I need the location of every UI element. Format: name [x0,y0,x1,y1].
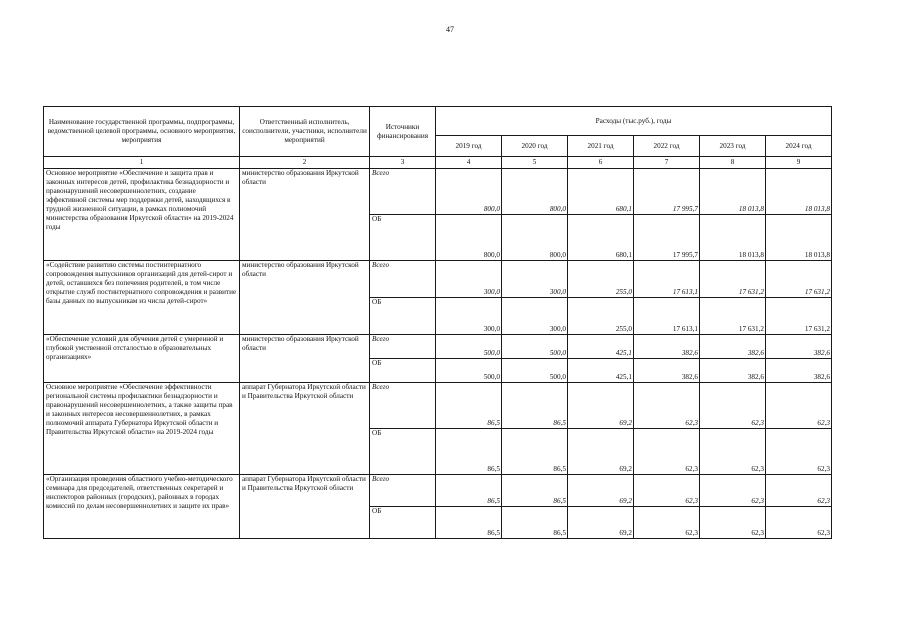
ob-value: 17 613,1 [634,298,700,335]
total-value: 62,3 [766,475,832,507]
budget-table [43,106,832,539]
source-ob-label: ОБ [370,429,436,475]
ob-value: 62,3 [700,507,766,539]
event-executor: аппарат Губернатора Иркутской области и Правительства Иркутской области [240,383,370,475]
header-year: 2024 год [766,136,832,157]
source-ob-label: ОБ [370,507,436,539]
ob-value: 62,3 [700,429,766,475]
table-row [44,169,832,215]
column-number: 5 [502,157,568,169]
header-year: 2020 год [502,136,568,157]
header-year: 2019 год [436,136,502,157]
total-value: 18 013,8 [766,169,832,215]
column-number: 9 [766,157,832,169]
ob-value: 425,1 [568,359,634,383]
total-value: 500,0 [436,335,502,359]
total-value: 800,0 [436,169,502,215]
ob-value: 500,0 [502,359,568,383]
ob-value: 17 631,2 [700,298,766,335]
ob-value: 62,3 [634,507,700,539]
ob-value: 500,0 [436,359,502,383]
total-value: 800,0 [502,169,568,215]
total-value: 62,3 [766,383,832,429]
total-value: 500,0 [502,335,568,359]
column-number: 8 [700,157,766,169]
source-ob-label: ОБ [370,298,436,335]
ob-value: 800,0 [502,215,568,261]
ob-value: 62,3 [766,429,832,475]
event-executor: министерство образования Иркутской области [240,169,370,261]
event-executor: министерство образования Иркутской области [240,261,370,335]
header-year: 2023 год [700,136,766,157]
total-value: 86,5 [502,383,568,429]
column-number: 4 [436,157,502,169]
total-value: 62,3 [634,475,700,507]
source-total-label: Всего [370,169,436,215]
source-total-label: Всего [370,475,436,507]
ob-value: 62,3 [634,429,700,475]
column-number-row [44,157,832,169]
event-executor: министерство образования Иркутской области [240,335,370,383]
ob-value: 18 013,8 [766,215,832,261]
ob-value: 255,0 [568,298,634,335]
table-row [44,335,832,359]
ob-value: 86,5 [502,429,568,475]
ob-value: 680,1 [568,215,634,261]
total-value: 425,1 [568,335,634,359]
table-row [44,475,832,507]
header-year: 2021 год [568,136,634,157]
ob-value: 18 013,8 [700,215,766,261]
total-value: 17 631,2 [766,261,832,298]
total-value: 382,6 [766,335,832,359]
total-value: 69,2 [568,383,634,429]
table-row [44,261,832,298]
column-number: 2 [240,157,370,169]
header-source: Источники финансирования [370,107,436,157]
total-value: 62,3 [700,475,766,507]
ob-value: 86,5 [436,429,502,475]
total-value: 17 995,7 [634,169,700,215]
event-name: «Содействие развитию системы постинтернатного сопровождения выпускников организаций для детей-сирот и детей, оставшихся без попечения родителей, в том числе открытие служб постинтернатного сопровождения и развитие базы данных по выпускникам из числа детей-сирот» [44,261,240,335]
ob-value: 800,0 [436,215,502,261]
source-total-label: Всего [370,261,436,298]
total-value: 86,5 [502,475,568,507]
event-name: «Обеспечение условий для обучения детей с умеренной и глубокой умственной отсталостью в образовательных организациях» [44,335,240,383]
header-expenses: Расходы (тыс.руб.), годы [436,107,832,136]
event-name: Основное мероприятие «Обеспечение и защита прав и законных интересов детей, профилактика безнадзорности и правонарушений несовершеннолетних, создание эффективной системы мер поддержки детей, находящихся в трудной жизненной ситуации, в рамках полномочий министерства образования Иркутской области» на 2019-2024 годы [44,169,240,261]
event-name: Основное мероприятие «Обеспечение эффективности региональной системы профилактики безнадзорности и правонарушений несовершеннолетних, а также защиты прав и законных интересов несовершеннолетних, в рамках полномочий аппарата Губернатора Иркутской области и Правительства Иркутской области» на 2019-2024 годы [44,383,240,475]
total-value: 17 613,1 [634,261,700,298]
page-number: 47 [446,25,454,34]
source-ob-label: ОБ [370,359,436,383]
ob-value: 62,3 [766,507,832,539]
total-value: 62,3 [700,383,766,429]
header-year: 2022 год [634,136,700,157]
ob-value: 382,6 [766,359,832,383]
table-row [44,383,832,429]
total-value: 69,2 [568,475,634,507]
event-executor: аппарат Губернатора Иркутской области и Правительства Иркутской области [240,475,370,539]
total-value: 680,1 [568,169,634,215]
ob-value: 382,6 [634,359,700,383]
ob-value: 382,6 [700,359,766,383]
column-number: 1 [44,157,240,169]
total-value: 382,6 [634,335,700,359]
ob-value: 300,0 [502,298,568,335]
event-name: «Организация проведения областного учебно-методического семинара для председателей, ответственных секретарей и инспекторов районных (городских), районных в городах комиссий по делам несовершеннолетних и защите их прав» [44,475,240,539]
total-value: 86,5 [436,383,502,429]
header-executor: Ответственный исполнитель, соисполнители, участники, исполнители мероприятий [240,107,370,157]
ob-value: 300,0 [436,298,502,335]
ob-value: 86,5 [436,507,502,539]
total-value: 255,0 [568,261,634,298]
ob-value: 17 995,7 [634,215,700,261]
source-ob-label: ОБ [370,215,436,261]
source-total-label: Всего [370,335,436,359]
total-value: 18 013,8 [700,169,766,215]
ob-value: 69,2 [568,429,634,475]
total-value: 17 631,2 [700,261,766,298]
column-number: 3 [370,157,436,169]
ob-value: 86,5 [502,507,568,539]
total-value: 62,3 [634,383,700,429]
total-value: 300,0 [436,261,502,298]
column-number: 6 [568,157,634,169]
total-value: 300,0 [502,261,568,298]
source-total-label: Всего [370,383,436,429]
column-number: 7 [634,157,700,169]
ob-value: 17 631,2 [766,298,832,335]
total-value: 382,6 [700,335,766,359]
header-name: Наименование государственной программы, подпрограммы, ведомственной целевой программы, основного мероприятия, мероприятия [44,107,240,157]
ob-value: 69,2 [568,507,634,539]
total-value: 86,5 [436,475,502,507]
